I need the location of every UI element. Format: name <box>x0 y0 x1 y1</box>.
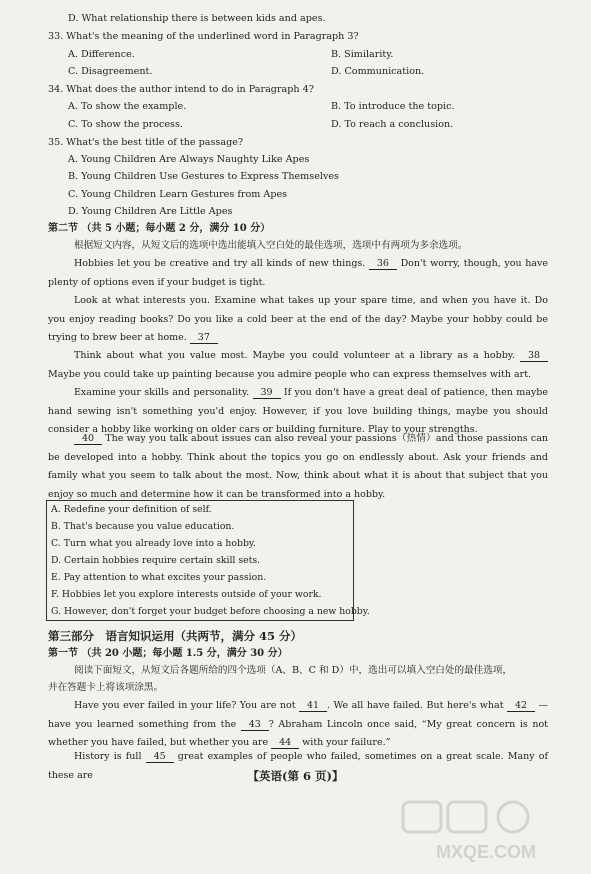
q34-option-b: B. To introduce the topic. <box>331 101 455 112</box>
p3-p2-text-b: great examples of people who failed, sometimes on a great scale. Many of these are <box>48 751 548 781</box>
q35-option-b: B. Young Children Use Gestures to Express Themselves <box>68 171 339 182</box>
option-d: D. Certain hobbies require certain skill sets. <box>51 555 261 566</box>
p3-p1-text-b: . We all have failed. But here's what <box>327 700 504 711</box>
blank-41: 41 <box>299 700 327 712</box>
q34-option-c: C. To show the process. <box>68 119 183 130</box>
q33-option-c: C. Disagreement. <box>68 66 153 77</box>
q34-option-a: A. To show the example. <box>68 101 187 112</box>
blank-44: 44 <box>271 737 299 749</box>
p3-p1-text-d: ? Abraham Lincoln once said, “My great concern is not whether you have failed, but whether you are <box>48 718 548 748</box>
watermark-logo <box>398 798 573 864</box>
p3-p1-text-a: Have you ever failed in your life? You are not <box>74 700 296 711</box>
s2-paragraph-3 <box>48 347 548 384</box>
s2-p3-text-b: Maybe you could take up painting because you admire people who can express themselves with art. <box>48 368 532 380</box>
section2-heading: 第二节 （共 5 小题；每小题 2 分，满分 10 分） <box>48 223 271 234</box>
section2-instruction: 根据短文内容，从短文后的选项中选出能填入空白处的最佳选项，选项中有两项为多余选项。 <box>74 240 468 251</box>
q33-stem: 33. What's the meaning of the underlined word in Paragraph 3? <box>48 31 359 42</box>
s2-p3-text-a: Think about what you value most. Maybe you could volunteer at a library as a hobby. <box>74 350 515 361</box>
part3-heading: 第三部分 语言知识运用（共两节，满分 45 分） <box>48 629 303 643</box>
blank-40: 40 <box>74 433 102 445</box>
s2-p5-text-b: The way you talk about issues can also reveal your passions（热情）and those passions can be developed into a hobby. Think about the topics you go on endlessly about. Ask your friends and family what you seem to talk about the most. Now, think about what it is about that subject that you enjoy so much and determine how it can be transformed into a hobby. <box>48 433 548 500</box>
option-c: C. Turn what you already love into a hobby. <box>51 538 256 549</box>
q33-option-a: A. Difference. <box>68 49 135 60</box>
q33-option-b: B. Similarity. <box>331 49 394 60</box>
s2-p4-text-b: If you don't have a great deal of patience, then maybe hand sewing isn't something you'd enjoy. However, if you love building things, maybe you should consider a hobby like working on older cars or building furniture. Play to your strengths. <box>48 387 549 435</box>
blank-45: 45 <box>146 751 174 763</box>
option-a: A. Redefine your definition of self. <box>51 504 212 515</box>
q34-stem: 34. What does the author intend to do in Paragraph 4? <box>48 84 314 95</box>
s2-p1-text-b: Don't worry, though, you have plenty of options even if your budget is tight. <box>48 258 548 288</box>
p3-p1-text-e: with your failure.” <box>302 737 391 748</box>
s2-p2-text-a: Look at what interests you. Examine what takes up your spare time, and when you have it. Do you enjoy reading books? Do you like a cold beer at the end of the day? Maybe your hobby could be trying to brew beer at home. <box>48 295 548 343</box>
part3-subheading: 第一节 （共 20 小题；每小题 1.5 分，满分 30 分） <box>48 648 288 659</box>
options-box <box>46 500 370 621</box>
option-e: E. Pay attention to what excites your passion. <box>51 572 267 583</box>
s2-p4-text-a: Examine your skills and personality. <box>74 387 250 398</box>
blank-36: 36 <box>369 258 397 270</box>
watermark-icon <box>398 798 573 864</box>
q35-option-a: A. Young Children Are Always Naughty Like Apes <box>68 154 310 165</box>
part3-instruction-1: 阅读下面短文，从短文后各题所给的四个选项（A、B、C 和 D）中，选出可以填入空白处的最佳选项， <box>74 665 513 676</box>
q32-option-d: D. What relationship there is between kids and apes. <box>68 13 326 24</box>
blank-43: 43 <box>241 719 269 731</box>
q34-option-d: D. To reach a conclusion. <box>331 119 454 130</box>
q33-option-d: D. Communication. <box>331 66 425 77</box>
p3-paragraph-1 <box>48 697 548 753</box>
blank-37: 37 <box>190 332 218 344</box>
s2-paragraph-2 <box>48 292 548 348</box>
blank-42: 42 <box>507 700 535 712</box>
q35-stem: 35. What's the best title of the passage? <box>48 137 244 148</box>
q35-option-c: C. Young Children Learn Gestures from Apes <box>68 189 288 200</box>
p3-p1-text-c: —have you learned something from the <box>48 700 548 730</box>
blank-39: 39 <box>253 387 281 399</box>
s2-p1-text-a: Hobbies let you be creative and try all kinds of new things. <box>74 258 366 269</box>
s2-paragraph-1 <box>48 255 548 292</box>
option-b: B. That's because you value education. <box>51 521 235 532</box>
part3-instruction-2: 并在答题卡上将该项涂黑。 <box>48 682 164 693</box>
blank-38: 38 <box>520 350 548 362</box>
page-footer: 【英语(第 6 页)】 <box>247 769 344 783</box>
p3-p2-text-a: History is full <box>74 751 142 762</box>
option-f: F. Hobbies let you explore interests outside of your work. <box>51 589 322 600</box>
q35-option-d: D. Young Children Are Little Apes <box>68 206 233 217</box>
option-g: G. However, don't forget your budget before choosing a new hobby. <box>51 606 370 617</box>
s2-paragraph-5 <box>48 430 548 504</box>
watermark-text: MXQE.COM <box>435 842 537 862</box>
